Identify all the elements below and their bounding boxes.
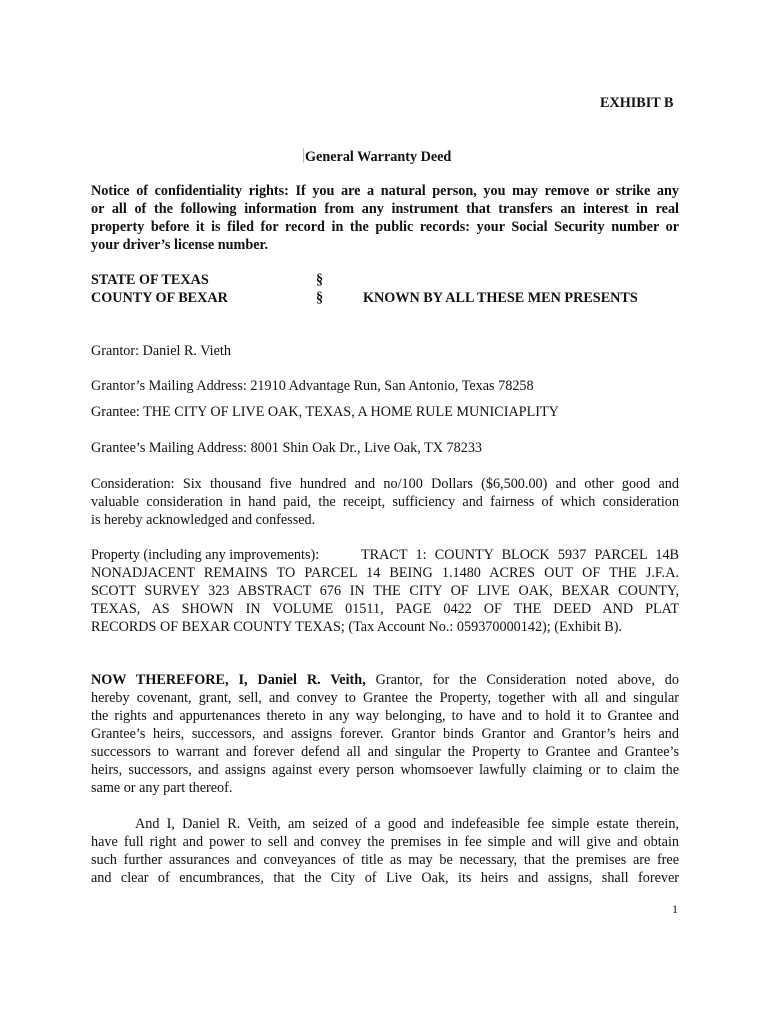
grantor-line: Grantor: Daniel R. Vieth [91,343,231,359]
seizin-line: And I, Daniel R. Veith, am seized of a good and indefeasible fee simple estate therein, [135,816,679,832]
conveyance-line: the rights and appurtenances thereto in any way belonging, to have and to hold it to Grantee and [91,708,679,724]
state-label: STATE OF TEXAS [91,272,209,288]
grantee-line: Grantee: THE CITY OF LIVE OAK, TEXAS, A HOME RULE MUNICIAPLITY [91,404,559,420]
property-line: SCOTT SURVEY 323 ABSTRACT 676 IN THE CITY OF LIVE OAK, BEXAR COUNTY, [91,583,679,599]
conveyance-line: Grantee’s heirs, successors, and assigns forever. Grantor binds Grantor and Grantor’s heirs and [91,726,679,742]
seizin-line: have full right and power to sell and convey the premises in fee simple and will give and obtain [91,834,679,850]
conveyance-lead: NOW THEREFORE, I, Daniel R. Veith, [91,672,366,688]
grantee-address-line: Grantee’s Mailing Address: 8001 Shin Oak Dr., Live Oak, TX 78233 [91,440,483,456]
notice-line: Notice of confidentiality rights: If you are a natural person, you may remove or strike any [91,183,679,199]
consideration-line: is hereby acknowledged and confessed. [91,512,316,528]
consideration-line: Consideration: Six thousand five hundred and no/100 Dollars ($6,500.00) and other good and [91,476,679,492]
seizin-line: and clear of encumbrances, that the City of Live Oak, its heirs and assigns, shall forever [91,870,679,886]
notice-line: property before it is filed for record in the public records: your Social Security number or [91,219,679,235]
conveyance-first-rest: Grantor, for the Consideration noted above, do [375,672,679,688]
exhibit-label: EXHIBIT B [600,95,674,111]
property-label: Property (including any improvements): [91,547,320,563]
county-label: COUNTY OF BEXAR [91,290,228,306]
text-cursor [303,148,304,163]
section-symbol: § [316,290,324,306]
known-by-statement: KNOWN BY ALL THESE MEN PRESENTS [363,290,638,306]
property-line: RECORDS OF BEXAR COUNTY TEXAS; (Tax Account No.: 059370000142); (Exhibit B). [91,619,623,635]
conveyance-line: same or any part thereof. [91,780,233,796]
notice-line: your driver’s license number. [91,237,269,253]
page-number: 1 [672,902,678,916]
conveyance-line [91,672,679,690]
property-line: NONADJACENT REMAINS TO PARCEL 14 BEING 1.1480 ACRES OUT OF THE J.F.A. [91,565,679,581]
section-symbol: § [316,272,324,288]
property-line: TEXAS, AS SHOWN IN VOLUME 01511, PAGE 0422 OF THE DEED AND PLAT [91,601,679,617]
document-title [303,148,451,166]
conveyance-line: hereby covenant, grant, sell, and convey to Grantee the Property, together with all and singular [91,690,679,706]
property-line: TRACT 1: COUNTY BLOCK 5937 PARCEL 14B [361,547,679,563]
seizin-line: such further assurances and conveyances of title as may be necessary, that the premises are free [91,852,679,868]
conveyance-line: successors to warrant and forever defend all and singular the Property to Grantee and Grantee’s [91,744,679,760]
consideration-line: valuable consideration in hand paid, the receipt, sufficiency and fairness of which consideration [91,494,679,510]
document-title-text: General Warranty Deed [305,149,452,165]
conveyance-line: heirs, successors, and assigns against every person whomsoever lawfully claiming or to claim the [91,762,679,778]
notice-line: or all of the following information from any instrument that transfers an interest in real [91,201,679,217]
grantor-address-line: Grantor’s Mailing Address: 21910 Advantage Run, San Antonio, Texas 78258 [91,378,534,394]
